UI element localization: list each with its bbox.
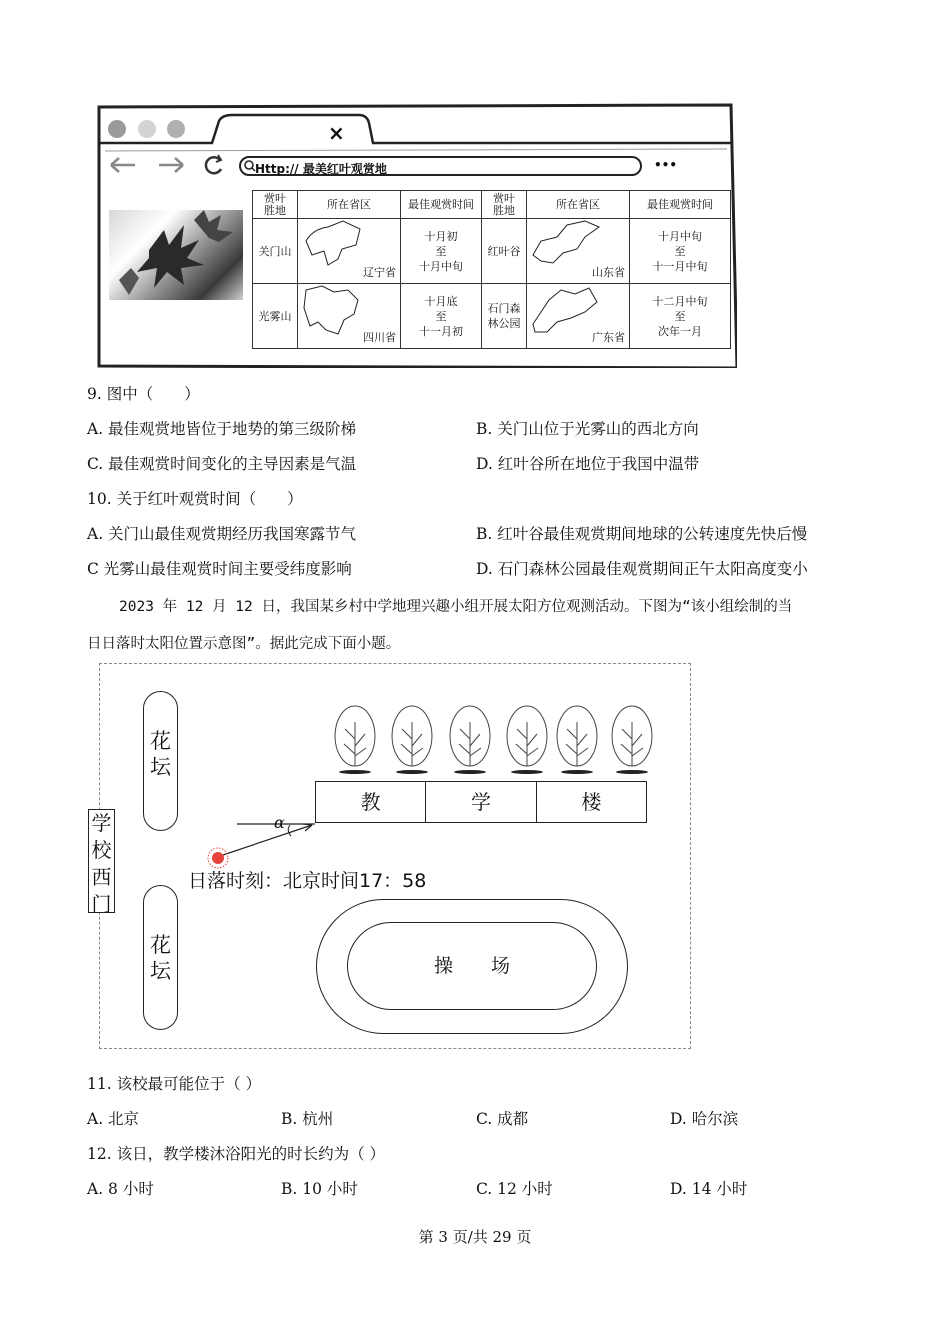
- province-cell: [527, 219, 630, 284]
- place-cell: 石门森 林公园: [482, 284, 527, 349]
- guangdong-map-icon: [527, 284, 607, 336]
- table-row: [253, 284, 731, 349]
- q11-option-d[interactable]: D. 哈尔滨: [670, 1110, 739, 1128]
- tree-icon: [335, 706, 375, 774]
- time-cell: 十月初 至 十月中旬: [401, 219, 482, 284]
- q12-option-a[interactable]: A. 8 小时: [87, 1180, 154, 1198]
- sunset-diagram: [91, 663, 691, 1049]
- q11-option-b[interactable]: B. 杭州: [281, 1110, 334, 1128]
- province-name: 辽宁省: [363, 266, 396, 279]
- running-track: [316, 899, 628, 1034]
- q9-option-b[interactable]: B. 关门山位于光雾山的西北方向: [476, 420, 699, 438]
- angle-alpha: α: [274, 813, 285, 832]
- header-time: 最佳观赏时间: [401, 191, 482, 219]
- time-cell: 十二月中旬 至 次年一月: [630, 284, 731, 349]
- page-number: 第 3 页/共 29 页: [418, 1228, 532, 1246]
- q9-option-d[interactable]: D. 红叶谷所在地位于我国中温带: [476, 455, 700, 473]
- q10-option-b[interactable]: B. 红叶谷最佳观赏期间地球的公转速度先快后慢: [476, 525, 808, 543]
- sunset-time-label: 日落时刻：北京时间17：58: [188, 870, 427, 892]
- playground: 操 场: [347, 922, 597, 1010]
- tree-icon: [557, 706, 597, 774]
- q11-option-c[interactable]: C. 成都: [476, 1110, 529, 1128]
- tree-icon: [612, 706, 652, 774]
- intro-line-1: 2023 年 12 月 12 日，我国某乡村中学地理兴趣小组开展太阳方位观测活动。下图为“该小组绘制的当: [119, 599, 793, 615]
- maple-leaf-icon: [109, 210, 243, 300]
- sichuan-map-icon: [298, 284, 368, 336]
- q9-option-c[interactable]: C. 最佳观赏时间变化的主导因素是气温: [87, 455, 357, 473]
- header-province-2: 所在省区: [527, 191, 630, 219]
- header-place: [253, 191, 298, 219]
- more-icon[interactable]: •••: [654, 158, 678, 172]
- teaching-building: [315, 781, 647, 823]
- header-place-label: 赏叶 胜地: [264, 191, 286, 217]
- address-bar[interactable]: Http:// 最美红叶观赏地: [255, 162, 387, 176]
- place-cell: 关门山: [253, 219, 298, 284]
- q10-stem: 10. 关于红叶观赏时间（ ）: [87, 490, 303, 508]
- browser-illustration: [97, 103, 737, 368]
- q10-option-d[interactable]: D. 石门森林公园最佳观赏期间正午太阳高度变小: [476, 560, 808, 578]
- flowerbed-bottom: 花 坛: [143, 885, 178, 1030]
- tree-icon: [507, 706, 547, 774]
- time-cell: 十月底 至 十一月初: [401, 284, 482, 349]
- q11-option-a[interactable]: A. 北京: [87, 1110, 140, 1128]
- province-cell: [298, 219, 401, 284]
- red-leaf-photo: [109, 210, 243, 300]
- place-cell: 红叶谷: [482, 219, 527, 284]
- liaoning-map-icon: [298, 219, 368, 267]
- school-west-gate: 学 校 西 门: [88, 809, 115, 913]
- tree-icon: [450, 706, 490, 774]
- q11-stem: 11. 该校最可能位于（ ）: [87, 1075, 262, 1093]
- province-name: 广东省: [592, 331, 625, 344]
- q12-option-b[interactable]: B. 10 小时: [281, 1180, 358, 1198]
- sun-icon: [208, 848, 228, 868]
- building-label: 楼: [581, 790, 602, 814]
- time-cell: 十月中旬 至 十一月中旬: [630, 219, 731, 284]
- flowerbed-top: 花 坛: [143, 691, 178, 831]
- q12-option-d[interactable]: D. 14 小时: [670, 1180, 748, 1198]
- q9-option-a[interactable]: A. 最佳观赏地皆位于地势的第三级阶梯: [87, 420, 357, 438]
- place-cell: 光雾山: [253, 284, 298, 349]
- q10-option-a[interactable]: A. 关门山最佳观赏期经历我国寒露节气: [87, 525, 357, 543]
- sun-direction-arrow: [200, 812, 330, 872]
- close-icon[interactable]: ×: [328, 121, 345, 145]
- header-province: 所在省区: [298, 191, 401, 219]
- tree-icon: [392, 706, 432, 774]
- q9-stem: 9. 图中（ ）: [87, 385, 200, 403]
- province-name: 四川省: [363, 331, 396, 344]
- trees: [330, 704, 660, 776]
- leaf-table: [252, 190, 731, 349]
- shandong-map-icon: [527, 219, 607, 267]
- province-cell: [298, 284, 401, 349]
- building-label: 学: [426, 782, 536, 822]
- province-cell: [527, 284, 630, 349]
- building-label: 教: [316, 782, 426, 822]
- table-row: [253, 219, 731, 284]
- header-place-2: [482, 191, 527, 219]
- q10-option-c[interactable]: C 光雾山最佳观赏时间主要受纬度影响: [87, 560, 352, 578]
- header-place-label-2: 赏叶 胜地: [493, 191, 515, 217]
- intro-line-2: 日日落时太阳位置示意图”。据此完成下面小题。: [87, 636, 401, 652]
- province-name: 山东省: [592, 266, 625, 279]
- q12-option-c[interactable]: C. 12 小时: [476, 1180, 553, 1198]
- q12-stem: 12. 该日，教学楼沐浴阳光的时长约为（ ）: [87, 1145, 386, 1163]
- header-time-2: 最佳观赏时间: [630, 191, 731, 219]
